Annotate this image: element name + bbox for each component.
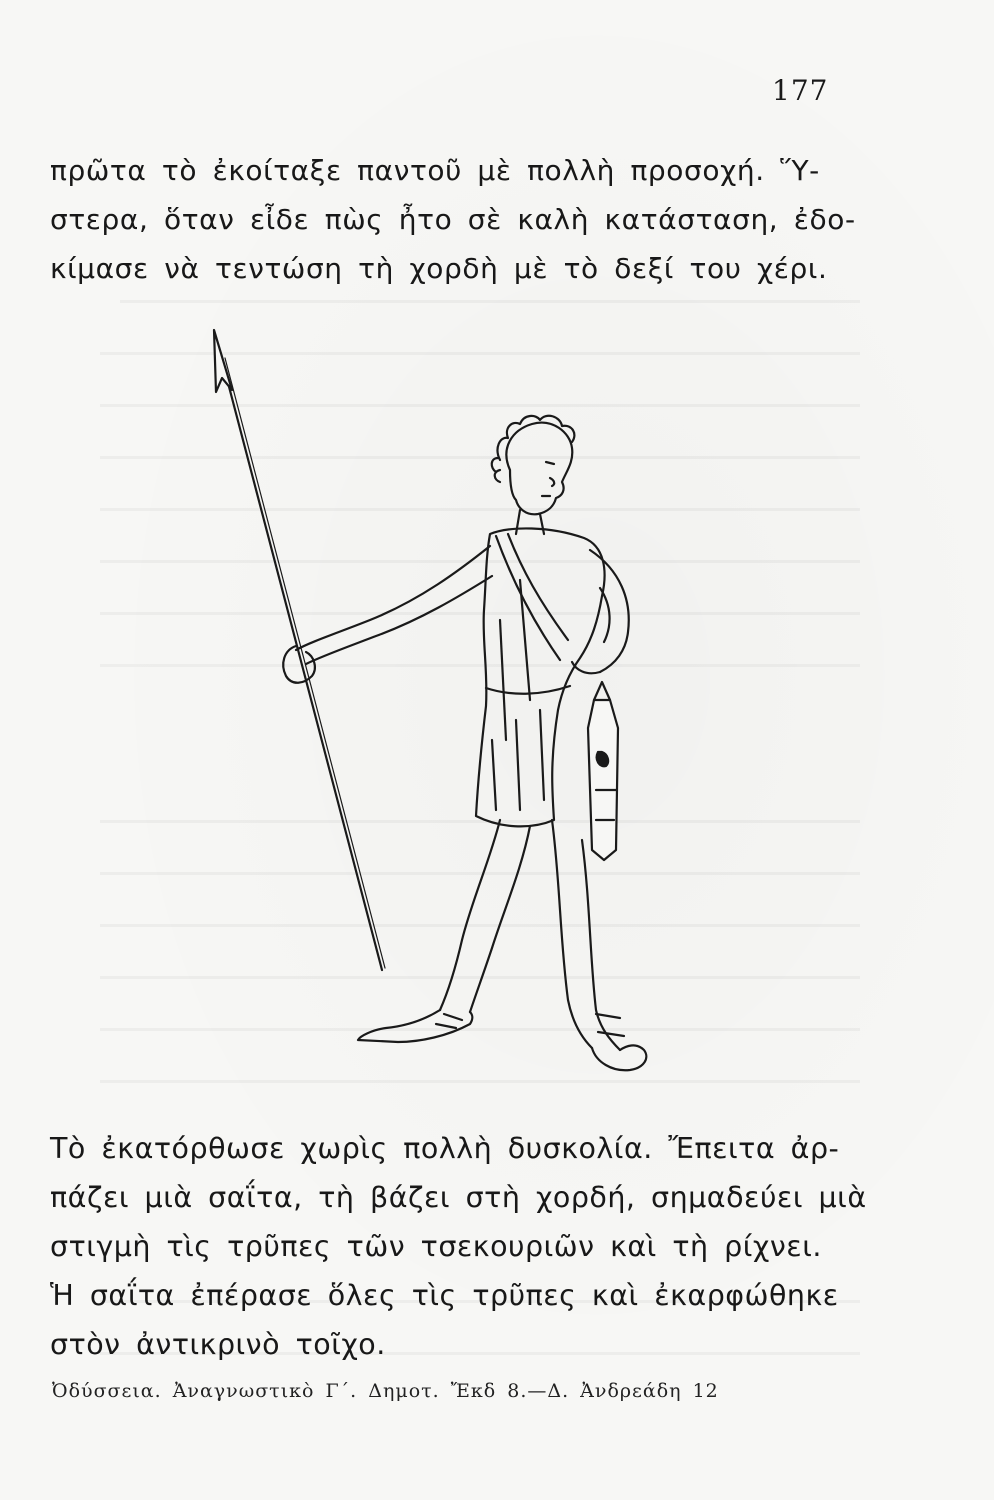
footer-signature: Ὀδύσσεια. Ἀναγνωστικὸ Γ΄. Δημοτ. Ἔκδ 8.—Δ. Ἀνδρεάδη 12 [52,1380,719,1402]
warrior-leg-back [552,820,592,1048]
warrior-with-spear-illustration [200,320,740,1080]
text-line: Τὸ ἐκατόρθωσε χωρὶς πολλὴ δυσκολία. Ἔπειτα ἀρ- [50,1132,840,1165]
text-line: κίμασε νὰ τεντώση τὴ χορδὴ μὲ τὸ δεξί του χέρι. [50,252,828,285]
paragraph-top [50,146,856,293]
page-number: 177 [772,74,829,107]
warrior-arm-extended [296,546,490,650]
spear-shaft [222,360,382,970]
sword-scabbard [588,700,618,860]
text-line: στὸν ἀντικρινὸ τοῖχο. [50,1328,386,1361]
warrior-leg-front [440,820,500,1010]
warrior-sandal-front [358,1010,472,1042]
text-line: στιγμὴ τὶς τρῦπες τῶν τσεκουριῶν καὶ τὴ ρίχνει. [50,1230,822,1263]
spear-head [214,330,232,392]
paragraph-bottom [50,1124,867,1369]
text-line: πρῶτα τὸ ἐκοίταξε παντοῦ μὲ πολλὴ προσοχή. Ὕ- [50,154,820,187]
sword-hilt [597,752,608,766]
text-line: Ἡ σαΐτα ἐπέρασε ὅλες τὶς τρῦπες καὶ ἐκαρφώθηκε [50,1279,839,1312]
text-line: στερα, ὅταν εἶδε πὼς ἦτο σὲ καλὴ κατάσταση, ἐδο- [50,203,856,236]
text-line: πάζει μιὰ σαΐτα, τὴ βάζει στὴ χορδή, σημαδεύει μιὰ [50,1181,867,1214]
warrior-head [506,423,572,515]
